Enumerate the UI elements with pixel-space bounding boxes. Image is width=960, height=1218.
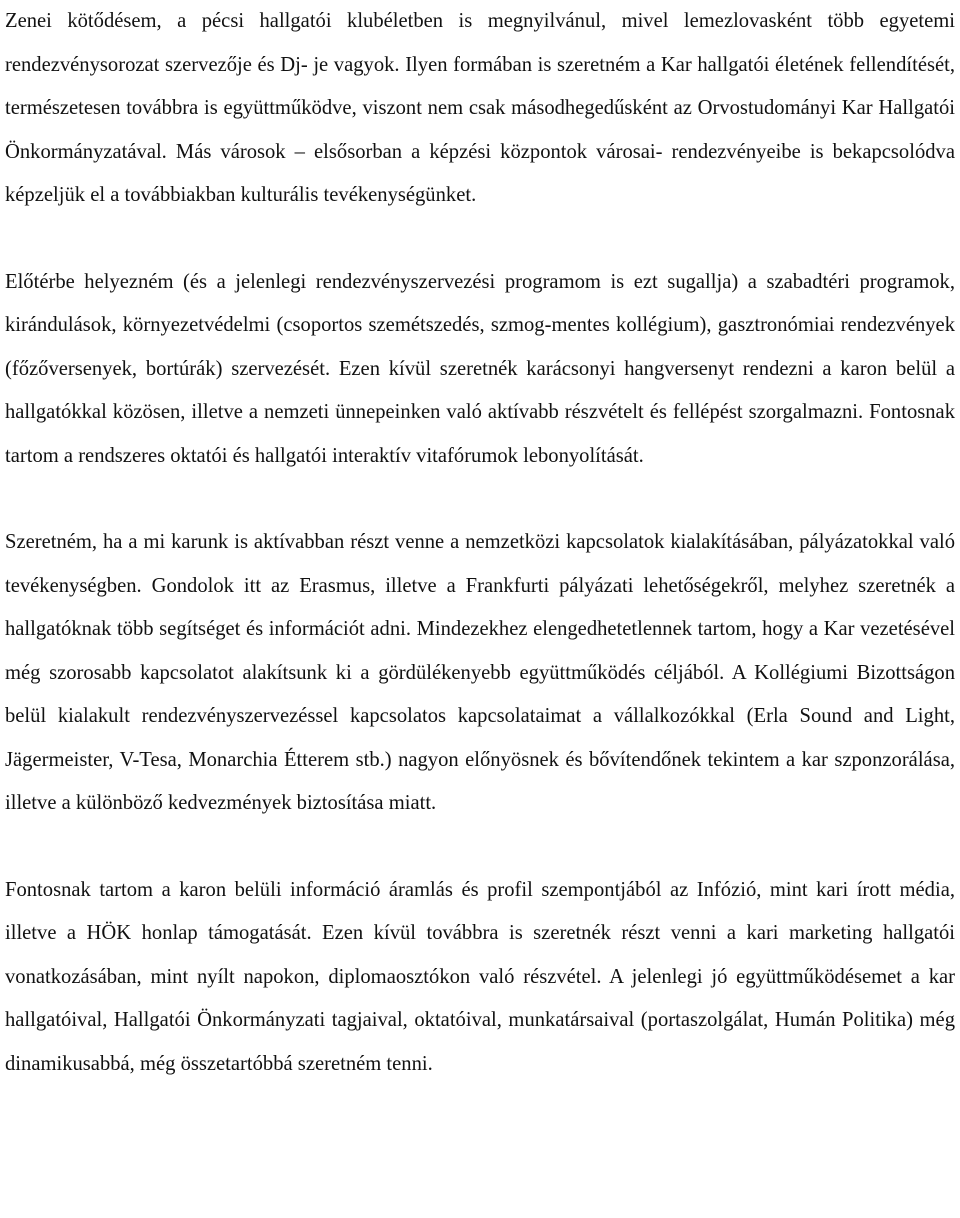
paragraph-music-involvement: Zenei kötődésem, a pécsi hallgatói klubéletben is megnyilvánul, mivel lemezlovasként több egyetemi rendezvénysorozat szervezője és Dj- je vagyok. Ilyen formában is szeretném a Kar hallgatói életének fellendítését, természetesen továbbra is együttműködve, viszont nem csak másodhegedűsként az Orvostudományi Kar Hallgatói Önkormányzatával. Más városok – elsősorban a képzési központok városai- rendezvényeibe is bekapcsolódva képzeljük el a továbbiakban kulturális tevékenységünket.	[5, 10, 955, 206]
paragraph-gap	[5, 218, 955, 261]
paragraph-outdoor-programs: Előtérbe helyezném (és a jelenlegi rendezvényszervezési programom is ezt sugallja) a szabadtéri programok, kirándulások, környezetvédelmi (csoportos szemétszedés, szmog-mentes kollégium), gasztronómiai rendezvények (főzőversenyek, bortúrák) szervezését. Ezen kívül szeretnék karácsonyi hangversenyt rendezni a karon belül a hallgatókkal közösen, illetve a nemzeti ünnepeinken való aktívabb részvételt és fellépést szorgalmazni. Fontosnak tartom a rendszeres oktatói és hallgatói interaktív vitafórumok lebonyolítását.	[5, 270, 955, 467]
paragraph-gap	[5, 826, 955, 869]
document-page	[5, 0, 955, 1086]
paragraph-international-relations: Szeretném, ha a mi karunk is aktívabban részt venne a nemzetközi kapcsolatok kialakításában, pályázatokkal való tevékenységben. Gondolok itt az Erasmus, illetve a Frankfurti pályázati lehetőségekről, melyhez szeretnék a hallgatóknak több segítséget és információt adni. Mindezekhez elengedhetetlennek tartom, hogy a Kar vezetésével még szorosabb kapcsolatot alakítsunk ki a gördülékenyebb együttműködés céljából. A Kollégiumi Bizottságon belül kialakult rendezvényszervezéssel kapcsolatos kapcsolataimat a vállalkozókkal (Erla Sound and Light, Jägermeister, V-Tesa, Monarchia Étterem stb.) nagyon előnyösnek és bővítendőnek tekintem a kar szponzorálása, illetve a különböző kedvezmények biztosítása miatt.	[5, 531, 955, 814]
paragraph-information-flow: Fontosnak tartom a karon belüli információ áramlás és profil szempontjából az Infózió, mint kari írott média, illetve a HÖK honlap támogatását. Ezen kívül továbbra is szeretnék részt venni a kari marketing hallgatói vonatkozásában, mint nyílt napokon, diplomaosztókon való részvétel. A jelenlegi jó együttműködésemet a kar hallgatóival, Hallgatói Önkormányzati tagjaival, oktatóival, munkatársaival (portaszolgálat, Humán Politika) még dinamikusabbá, még összetartóbbá szeretném tenni.	[5, 878, 955, 1075]
paragraph-gap	[5, 478, 955, 521]
